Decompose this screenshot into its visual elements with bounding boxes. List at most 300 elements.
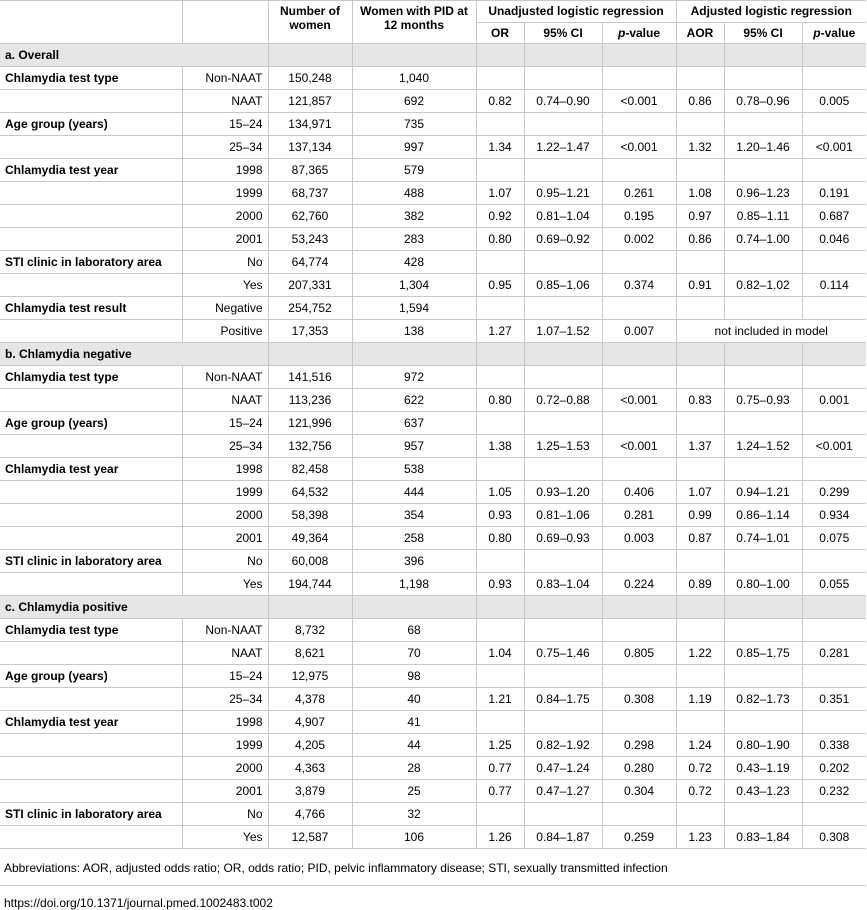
pvalue-cell: 0.002 (602, 228, 676, 251)
aor-cell: 1.24 (676, 734, 724, 757)
women-pid-cell: 997 (352, 136, 476, 159)
table-row (0, 780, 866, 803)
variable-label (0, 205, 182, 228)
table-row (0, 113, 866, 136)
aci-cell (724, 550, 802, 573)
apvalue-cell: 0.281 (802, 642, 866, 665)
category-label: 15–24 (182, 665, 268, 688)
women-pid-cell: 396 (352, 550, 476, 573)
number-women-cell: 17,353 (268, 320, 352, 343)
or-cell (476, 803, 524, 826)
pvalue-cell: 0.304 (602, 780, 676, 803)
ci-cell (524, 297, 602, 320)
category-label: 25–34 (182, 688, 268, 711)
pvalue-cell: 0.224 (602, 573, 676, 596)
apvalue-cell: 0.046 (802, 228, 866, 251)
or-cell (476, 458, 524, 481)
apvalue-cell (802, 159, 866, 182)
aci-cell (724, 665, 802, 688)
number-women-cell: 87,365 (268, 159, 352, 182)
aci-cell (724, 803, 802, 826)
category-label: 15–24 (182, 412, 268, 435)
ci-cell: 0.81–1.04 (524, 205, 602, 228)
category-label: 2000 (182, 757, 268, 780)
aor-cell: 0.87 (676, 527, 724, 550)
ci-cell (524, 550, 602, 573)
aor-cell: 0.72 (676, 780, 724, 803)
table-row (0, 67, 866, 90)
apvalue-rest: -value (820, 26, 856, 40)
number-women-cell: 62,760 (268, 205, 352, 228)
women-pid-cell: 622 (352, 389, 476, 412)
aci-cell (724, 619, 802, 642)
section-empty-cell (724, 44, 802, 67)
aor-cell (676, 665, 724, 688)
table-body (0, 44, 866, 849)
ci-cell: 0.75–1.46 (524, 642, 602, 665)
category-label: Yes (182, 826, 268, 849)
pvalue-cell: 0.308 (602, 688, 676, 711)
variable-label: STI clinic in laboratory area (0, 803, 182, 826)
women-pid-cell: 428 (352, 251, 476, 274)
women-pid-cell: 538 (352, 458, 476, 481)
pvalue-cell: 0.003 (602, 527, 676, 550)
category-label: Yes (182, 573, 268, 596)
variable-label (0, 504, 182, 527)
number-women-cell: 4,363 (268, 757, 352, 780)
women-pid-cell: 138 (352, 320, 476, 343)
apvalue-cell: 0.001 (802, 389, 866, 412)
or-cell (476, 711, 524, 734)
aci-cell (724, 251, 802, 274)
aor-cell (676, 67, 724, 90)
ci-cell (524, 619, 602, 642)
aci-cell: 1.20–1.46 (724, 136, 802, 159)
table-row (0, 711, 866, 734)
apvalue-italic: p (813, 26, 821, 40)
or-cell (476, 412, 524, 435)
aci-cell: 0.43–1.19 (724, 757, 802, 780)
pvalue-cell: 0.805 (602, 642, 676, 665)
section-empty-cell (802, 596, 866, 619)
aor-cell: 1.37 (676, 435, 724, 458)
apvalue-cell (802, 113, 866, 136)
section-empty-cell (476, 343, 524, 366)
number-women-cell: 194,744 (268, 573, 352, 596)
apvalue-cell: 0.232 (802, 780, 866, 803)
category-label: Positive (182, 320, 268, 343)
ci-cell: 0.85–1.06 (524, 274, 602, 297)
ci-cell (524, 665, 602, 688)
aci-cell: 0.80–1.90 (724, 734, 802, 757)
apvalue-cell (802, 803, 866, 826)
number-women-cell: 207,331 (268, 274, 352, 297)
aci-cell (724, 458, 802, 481)
women-pid-cell: 444 (352, 481, 476, 504)
section-row (0, 44, 866, 67)
pvalue-cell: 0.281 (602, 504, 676, 527)
apvalue-cell: 0.687 (802, 205, 866, 228)
section-empty-cell (602, 343, 676, 366)
header-pvalue (602, 23, 676, 44)
ci-cell (524, 113, 602, 136)
ci-cell: 0.84–1.87 (524, 826, 602, 849)
pvalue-cell: 0.195 (602, 205, 676, 228)
variable-label: Age group (years) (0, 113, 182, 136)
variable-label (0, 757, 182, 780)
number-women-cell: 4,205 (268, 734, 352, 757)
number-women-cell: 49,364 (268, 527, 352, 550)
pvalue-cell: 0.259 (602, 826, 676, 849)
aci-cell (724, 297, 802, 320)
pvalue-cell (602, 366, 676, 389)
or-cell: 0.77 (476, 780, 524, 803)
women-pid-cell: 25 (352, 780, 476, 803)
or-cell: 1.07 (476, 182, 524, 205)
variable-label: Age group (years) (0, 665, 182, 688)
variable-label: Chlamydia test type (0, 619, 182, 642)
section-title: a. Overall (0, 44, 268, 67)
or-cell (476, 619, 524, 642)
ci-cell (524, 803, 602, 826)
aor-cell: 0.86 (676, 90, 724, 113)
table-row (0, 550, 866, 573)
category-label: No (182, 251, 268, 274)
aor-cell: 0.86 (676, 228, 724, 251)
women-pid-cell: 258 (352, 527, 476, 550)
header-aor: AOR (676, 23, 724, 44)
category-label: Non-NAAT (182, 366, 268, 389)
table-row (0, 136, 866, 159)
women-pid-cell: 44 (352, 734, 476, 757)
category-label: Non-NAAT (182, 67, 268, 90)
ci-cell (524, 711, 602, 734)
aci-cell: 0.82–1.73 (724, 688, 802, 711)
table-row (0, 688, 866, 711)
section-empty-cell (524, 596, 602, 619)
women-pid-cell: 40 (352, 688, 476, 711)
women-pid-cell: 957 (352, 435, 476, 458)
category-label: 1998 (182, 711, 268, 734)
doi-link[interactable]: https://doi.org/10.1371/journal.pmed.1002483.t002 (4, 896, 273, 910)
variable-label (0, 734, 182, 757)
category-label: 2001 (182, 228, 268, 251)
table-row (0, 389, 866, 412)
ci-cell: 0.95–1.21 (524, 182, 602, 205)
pvalue-cell (602, 113, 676, 136)
ci-cell (524, 412, 602, 435)
pvalue-italic: p (617, 26, 626, 40)
women-pid-cell: 28 (352, 757, 476, 780)
or-cell: 0.93 (476, 573, 524, 596)
or-cell: 0.82 (476, 90, 524, 113)
women-pid-cell: 488 (352, 182, 476, 205)
number-women-cell: 121,996 (268, 412, 352, 435)
variable-label (0, 688, 182, 711)
aci-cell (724, 366, 802, 389)
aor-cell (676, 711, 724, 734)
aor-cell: 0.91 (676, 274, 724, 297)
section-empty-cell (268, 44, 352, 67)
pvalue-cell: <0.001 (602, 389, 676, 412)
variable-label (0, 274, 182, 297)
apvalue-cell: 0.191 (802, 182, 866, 205)
pvalue-cell (602, 67, 676, 90)
aor-cell: 1.23 (676, 826, 724, 849)
aci-cell: 0.96–1.23 (724, 182, 802, 205)
header-number-women: Number of women (268, 1, 352, 44)
women-pid-cell: 354 (352, 504, 476, 527)
apvalue-cell: <0.001 (802, 136, 866, 159)
women-pid-cell: 106 (352, 826, 476, 849)
number-women-cell: 68,737 (268, 182, 352, 205)
ci-cell (524, 67, 602, 90)
ci-cell: 0.82–1.92 (524, 734, 602, 757)
number-women-cell: 8,732 (268, 619, 352, 642)
number-women-cell: 12,975 (268, 665, 352, 688)
apvalue-cell (802, 619, 866, 642)
women-pid-cell: 70 (352, 642, 476, 665)
variable-label: Age group (years) (0, 412, 182, 435)
apvalue-cell: 0.308 (802, 826, 866, 849)
table-row (0, 90, 866, 113)
aor-cell (676, 297, 724, 320)
apvalue-cell (802, 366, 866, 389)
header-blank (0, 1, 182, 44)
pvalue-cell: <0.001 (602, 90, 676, 113)
table-row (0, 251, 866, 274)
aor-cell (676, 159, 724, 182)
section-empty-cell (524, 343, 602, 366)
number-women-cell: 53,243 (268, 228, 352, 251)
section-title: c. Chlamydia positive (0, 596, 268, 619)
or-cell: 1.27 (476, 320, 524, 343)
category-label: 15–24 (182, 113, 268, 136)
women-pid-cell: 972 (352, 366, 476, 389)
table-row (0, 481, 866, 504)
or-cell (476, 251, 524, 274)
or-cell: 1.38 (476, 435, 524, 458)
number-women-cell: 137,134 (268, 136, 352, 159)
section-empty-cell (802, 44, 866, 67)
aci-cell (724, 113, 802, 136)
section-empty-cell (802, 343, 866, 366)
aci-cell: 0.83–1.84 (724, 826, 802, 849)
pvalue-cell: 0.406 (602, 481, 676, 504)
abbreviations-note: Abbreviations: AOR, adjusted odds ratio; OR, odds ratio; PID, pelvic inflammatory disease; STI, sexually transmitted infection (4, 861, 668, 875)
pvalue-cell: 0.374 (602, 274, 676, 297)
ci-cell: 0.83–1.04 (524, 573, 602, 596)
women-pid-cell: 579 (352, 159, 476, 182)
or-cell: 1.21 (476, 688, 524, 711)
number-women-cell: 64,532 (268, 481, 352, 504)
pvalue-cell (602, 665, 676, 688)
table-row (0, 297, 866, 320)
table-header (0, 1, 866, 44)
women-pid-cell: 98 (352, 665, 476, 688)
aor-cell: 0.72 (676, 757, 724, 780)
header-or: OR (476, 23, 524, 44)
pvalue-cell (602, 711, 676, 734)
aor-cell (676, 458, 724, 481)
category-label: 1999 (182, 481, 268, 504)
table-row (0, 159, 866, 182)
category-label: NAAT (182, 389, 268, 412)
apvalue-cell (802, 711, 866, 734)
table-row (0, 757, 866, 780)
aci-cell: 0.43–1.23 (724, 780, 802, 803)
variable-label (0, 320, 182, 343)
apvalue-cell: 0.338 (802, 734, 866, 757)
number-women-cell: 3,879 (268, 780, 352, 803)
variable-label: Chlamydia test result (0, 297, 182, 320)
header-unadjusted: Unadjusted logistic regression (476, 1, 676, 23)
category-label: 2000 (182, 504, 268, 527)
variable-label (0, 90, 182, 113)
section-empty-cell (724, 343, 802, 366)
table-row (0, 573, 866, 596)
table-row (0, 274, 866, 297)
ci-cell (524, 366, 602, 389)
aci-cell: 0.80–1.00 (724, 573, 802, 596)
or-cell (476, 113, 524, 136)
apvalue-cell (802, 550, 866, 573)
women-pid-cell: 1,304 (352, 274, 476, 297)
ci-cell: 0.72–0.88 (524, 389, 602, 412)
header-blank-2 (182, 1, 268, 44)
pvalue-cell (602, 159, 676, 182)
number-women-cell: 82,458 (268, 458, 352, 481)
apvalue-cell (802, 412, 866, 435)
aor-cell: 0.99 (676, 504, 724, 527)
ci-cell: 1.07–1.52 (524, 320, 602, 343)
variable-label: STI clinic in laboratory area (0, 550, 182, 573)
aor-cell: 0.97 (676, 205, 724, 228)
section-empty-cell (352, 44, 476, 67)
section-empty-cell (676, 44, 724, 67)
aor-cell: 1.19 (676, 688, 724, 711)
apvalue-cell (802, 458, 866, 481)
or-cell (476, 159, 524, 182)
number-women-cell: 4,378 (268, 688, 352, 711)
ci-cell (524, 159, 602, 182)
pvalue-cell: <0.001 (602, 136, 676, 159)
variable-label (0, 182, 182, 205)
pvalue-rest: -value (625, 26, 661, 40)
apvalue-cell: 0.299 (802, 481, 866, 504)
aor-cell (676, 550, 724, 573)
number-women-cell: 141,516 (268, 366, 352, 389)
section-empty-cell (476, 44, 524, 67)
ci-cell: 1.22–1.47 (524, 136, 602, 159)
variable-label: Chlamydia test type (0, 67, 182, 90)
or-cell: 0.93 (476, 504, 524, 527)
aci-cell: 0.82–1.02 (724, 274, 802, 297)
category-label: NAAT (182, 642, 268, 665)
aci-cell (724, 67, 802, 90)
variable-label (0, 389, 182, 412)
or-cell (476, 366, 524, 389)
section-empty-cell (476, 596, 524, 619)
category-label: 2000 (182, 205, 268, 228)
number-women-cell: 254,752 (268, 297, 352, 320)
variable-label (0, 136, 182, 159)
apvalue-cell (802, 297, 866, 320)
aor-cell: 0.83 (676, 389, 724, 412)
apvalue-cell: 0.934 (802, 504, 866, 527)
women-pid-cell: 1,198 (352, 573, 476, 596)
aci-cell: 1.24–1.52 (724, 435, 802, 458)
or-cell: 1.04 (476, 642, 524, 665)
pvalue-cell (602, 412, 676, 435)
apvalue-cell: 0.055 (802, 573, 866, 596)
or-cell: 0.95 (476, 274, 524, 297)
table-row (0, 665, 866, 688)
or-cell (476, 665, 524, 688)
ci-cell (524, 458, 602, 481)
aci-cell: 0.74–1.00 (724, 228, 802, 251)
women-pid-cell: 41 (352, 711, 476, 734)
or-cell (476, 67, 524, 90)
aor-cell: 1.32 (676, 136, 724, 159)
section-row (0, 343, 866, 366)
number-women-cell: 134,971 (268, 113, 352, 136)
number-women-cell: 58,398 (268, 504, 352, 527)
apvalue-cell (802, 251, 866, 274)
pvalue-cell (602, 803, 676, 826)
section-empty-cell (352, 596, 476, 619)
apvalue-cell (802, 67, 866, 90)
pvalue-cell (602, 550, 676, 573)
section-empty-cell (676, 343, 724, 366)
section-empty-cell (524, 44, 602, 67)
section-empty-cell (268, 596, 352, 619)
section-empty-cell (268, 343, 352, 366)
number-women-cell: 4,907 (268, 711, 352, 734)
apvalue-cell: 0.351 (802, 688, 866, 711)
or-cell: 1.34 (476, 136, 524, 159)
variable-label (0, 481, 182, 504)
header-women-pid: Women with PID at 12 months (352, 1, 476, 44)
number-women-cell: 8,621 (268, 642, 352, 665)
ci-cell: 0.81–1.06 (524, 504, 602, 527)
variable-label (0, 527, 182, 550)
number-women-cell: 150,248 (268, 67, 352, 90)
variable-label (0, 826, 182, 849)
women-pid-cell: 32 (352, 803, 476, 826)
aci-cell: 0.86–1.14 (724, 504, 802, 527)
aci-cell: 0.75–0.93 (724, 389, 802, 412)
aor-cell: 0.89 (676, 573, 724, 596)
women-pid-cell: 68 (352, 619, 476, 642)
table-row (0, 320, 866, 343)
or-cell: 0.80 (476, 389, 524, 412)
pvalue-cell: 0.298 (602, 734, 676, 757)
ci-cell: 0.74–0.90 (524, 90, 602, 113)
section-empty-cell (602, 44, 676, 67)
apvalue-cell: 0.202 (802, 757, 866, 780)
category-label: Negative (182, 297, 268, 320)
number-women-cell: 132,756 (268, 435, 352, 458)
number-women-cell: 60,008 (268, 550, 352, 573)
variable-label: Chlamydia test year (0, 159, 182, 182)
women-pid-cell: 1,040 (352, 67, 476, 90)
number-women-cell: 113,236 (268, 389, 352, 412)
number-women-cell: 4,766 (268, 803, 352, 826)
category-label: 1999 (182, 182, 268, 205)
aci-cell (724, 159, 802, 182)
section-empty-cell (676, 596, 724, 619)
